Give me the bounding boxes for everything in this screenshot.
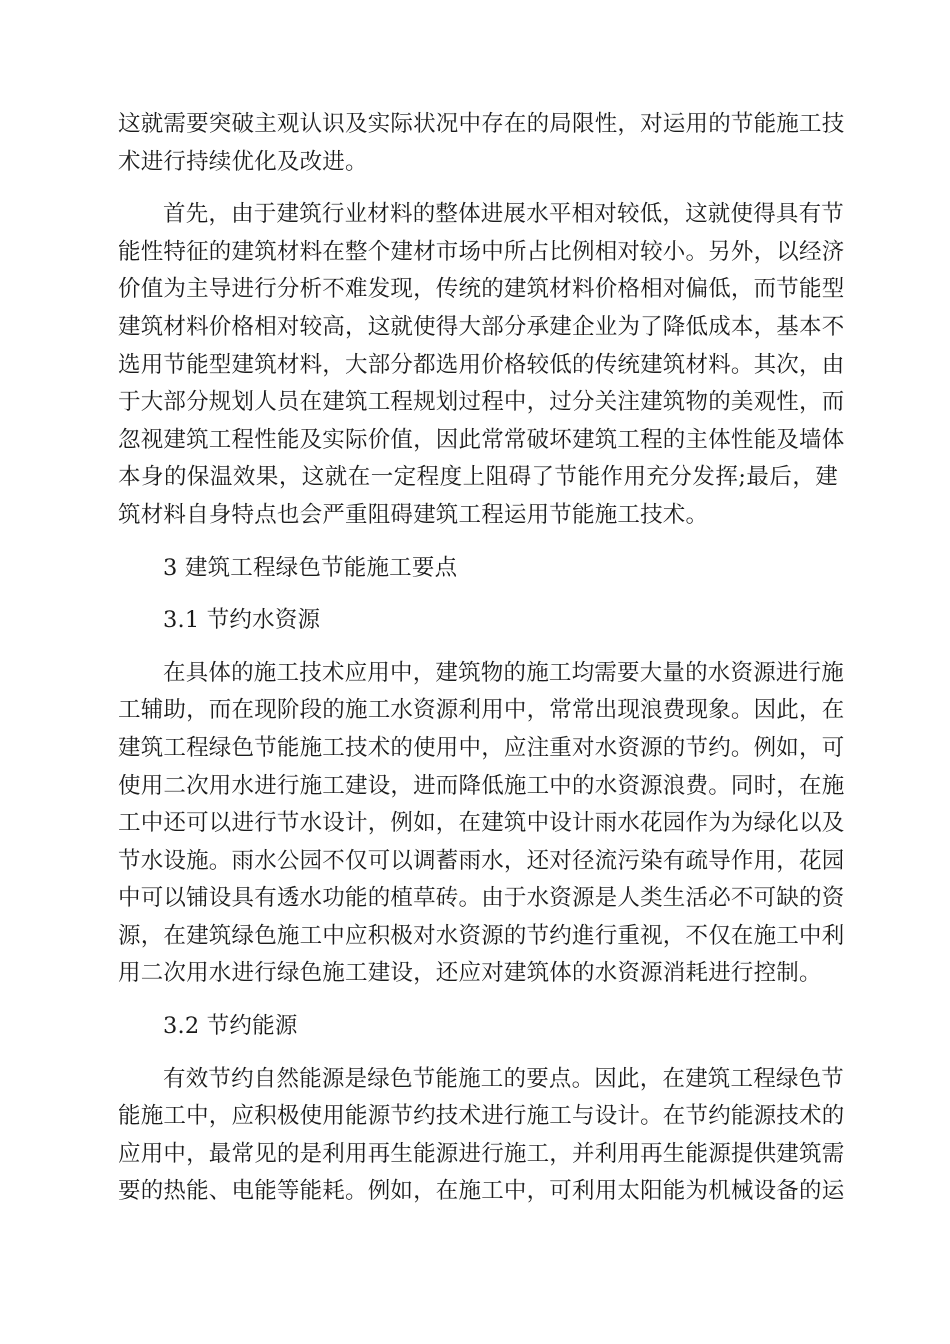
text-line: 要的热能、电能等能耗。例如，在施工中，可利用太阳能为机械设备的运 [118,1178,845,1205]
text-line: 忽视建筑工程性能及实际价值，因此常常破坏建筑工程的主体性能及墙体 [118,426,845,453]
text-line: 首先，由于建筑行业材料的整体进展水平相对较低，这就使得具有节 [163,201,845,228]
text-line: 应用中，最常见的是利用再生能源进行施工，并利用再生能源提供建筑需 [118,1140,845,1167]
paragraph-energy [118,1061,845,1211]
heading-text: 3.1 节约水资源 [163,607,321,634]
text-line: 筑材料自身特点也会严重阻碍建筑工程运用节能施工技术。 [118,501,709,528]
document-page [118,106,845,1211]
text-line: 建筑材料价格相对较高，这就使得大部分承建企业为了降低成本，基本不 [118,313,845,340]
text-line: 源，在建筑绿色施工中应积极对水资源的节约進行重视，不仅在施工中利 [118,922,845,949]
paragraph-continuation [118,106,845,181]
paragraph-obstacles [118,196,845,534]
text-line: 于大部分规划人员在建筑工程规划过程中，过分关注建筑物的美观性，而 [118,389,845,416]
section-heading [118,550,838,588]
subsection-heading-water [118,602,838,640]
text-line: 这就需要突破主观认识及实际状况中存在的局限性，对运用的节能施工技 [118,111,845,137]
text-line: 能性特征的建筑材料在整个建材市场中所占比例相对较小。另外，以经济 [118,238,845,265]
subsection-heading-energy [118,1008,838,1046]
text-line: 工辅助，而在现阶段的施工水资源利用中，常常出现浪费现象。因此，在 [118,697,845,724]
text-line: 在具体的施工技术应用中，建筑物的施工均需要大量的水资源进行施 [163,659,845,686]
paragraph-water [118,655,845,993]
text-line: 价值为主导进行分析不难发现，传统的建筑材料价格相对偏低，而节能型 [118,276,845,303]
text-line: 选用节能型建筑材料，大部分都选用价格较低的传统建筑材料。其次，由 [118,351,845,378]
text-line: 节水设施。雨水公园不仅可以调蓄雨水，还对径流污染有疏导作用，花园 [118,847,845,874]
text-line: 有效节约自然能源是绿色节能施工的要点。因此，在建筑工程绿色节 [163,1065,845,1092]
text-line: 工中还可以进行节水设计，例如，在建筑中设计雨水花园作为为绿化以及 [118,810,845,837]
heading-text: 3 建筑工程绿色节能施工要点 [163,554,458,581]
heading-text: 3.2 节约能源 [163,1013,298,1040]
text-line: 使用二次用水进行施工建设，进而降低施工中的水资源浪费。同时，在施 [118,772,845,799]
text-line: 建筑工程绿色节能施工技术的使用中，应注重对水资源的节约。例如，可 [118,734,845,761]
text-line: 术进行持续优化及改进。 [118,148,368,175]
text-line: 能施工中，应积极使用能源节约技术进行施工与设计。在节约能源技术的 [118,1103,845,1130]
text-line: 中可以铺设具有透水功能的植草砖。由于水资源是人类生活必不可缺的资 [118,885,845,912]
text-line: 用二次用水进行绿色施工建设，还应对建筑体的水资源消耗进行控制。 [118,960,822,987]
text-line: 本身的保温效果，这就在一定程度上阻碍了节能作用充分发挥;最后，建 [118,464,838,491]
